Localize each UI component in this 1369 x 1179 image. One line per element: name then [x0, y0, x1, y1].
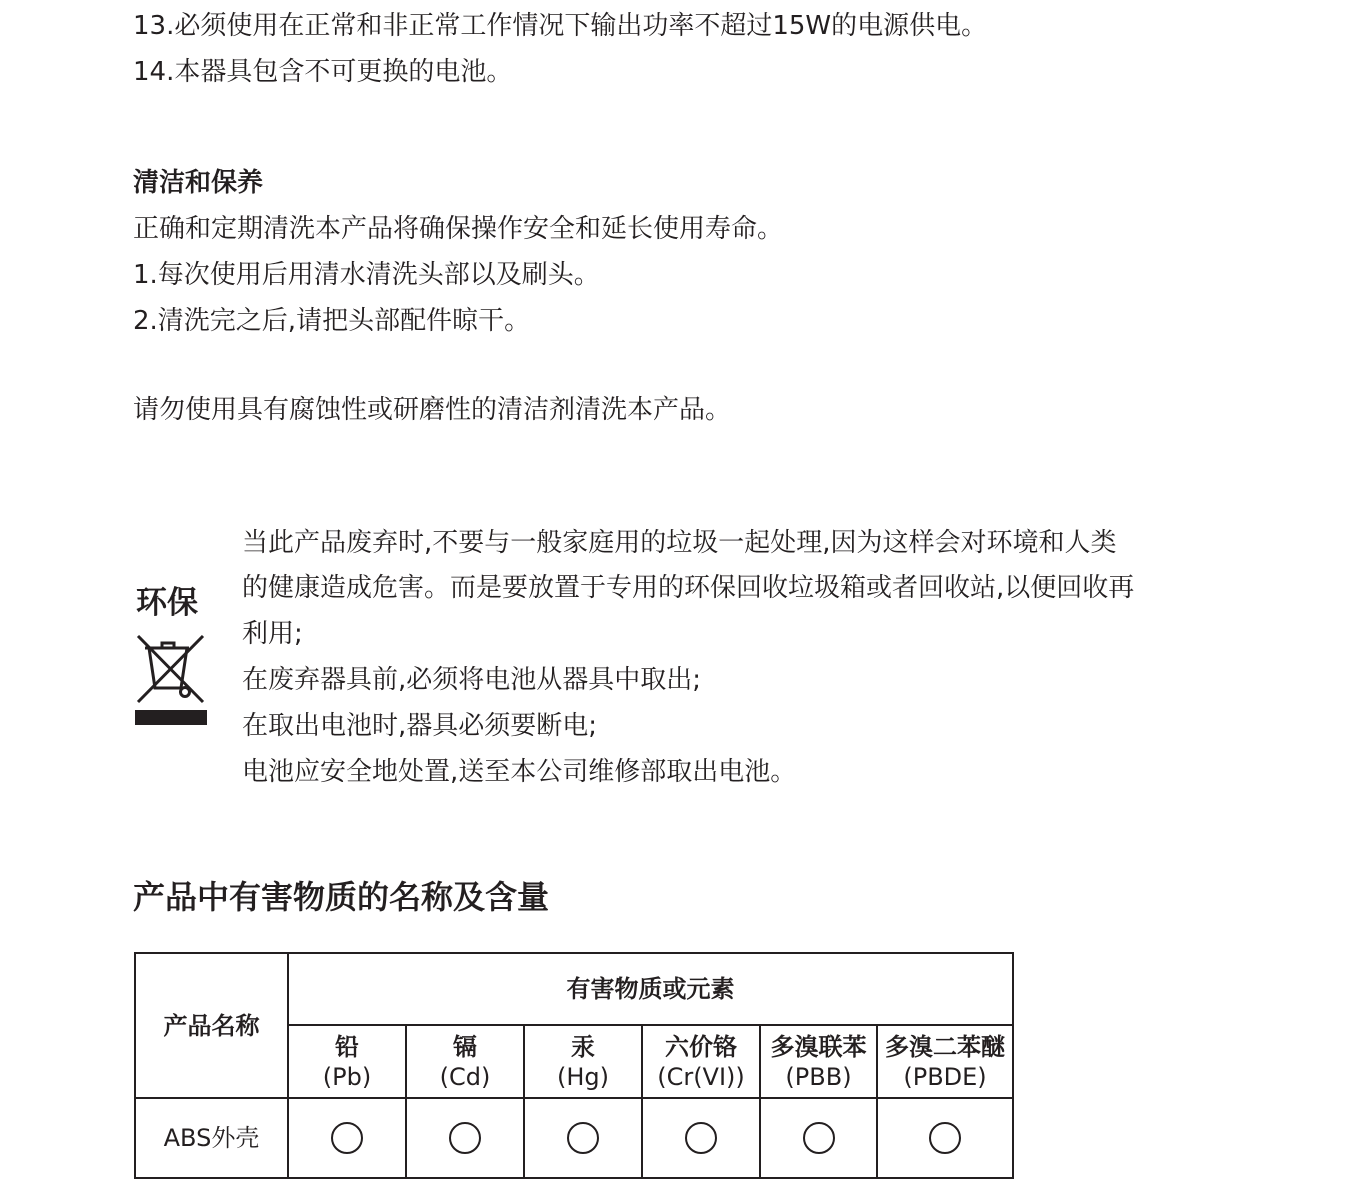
- eco-text-3: 利用;: [242, 619, 303, 649]
- list-item-13: 13.必须使用在正常和非正常工作情况下输出功率不超过15W的电源供电。: [133, 11, 988, 41]
- mark-cell: [524, 1098, 642, 1178]
- crossed-out-wheelie-bin-icon: [135, 632, 207, 727]
- eco-text-5: 在取出电池时,器具必须要断电;: [242, 711, 598, 741]
- substance-header: 六价铬 (Cr(VI)): [642, 1025, 760, 1098]
- mark-cell: [406, 1098, 524, 1178]
- care-heading: 清洁和保养: [133, 168, 264, 198]
- mark-cell: [877, 1098, 1013, 1178]
- care-step-1: 1.每次使用后用清水清洗头部以及刷头。: [133, 260, 600, 290]
- circle-mark: [929, 1122, 961, 1154]
- eco-label: 环保: [136, 585, 198, 621]
- product-cell: ABS外壳: [135, 1098, 288, 1178]
- eco-text-1: 当此产品废弃时,不要与一般家庭用的垃圾一起处理,因为这样会对环境和人类: [242, 528, 1117, 558]
- mark-cell: [288, 1098, 406, 1178]
- circle-mark: [685, 1122, 717, 1154]
- substance-header: 镉 (Cd): [406, 1025, 524, 1098]
- eco-text-2: 的健康造成危害。而是要放置于专用的环保回收垃圾箱或者回收站,以便回收再: [242, 573, 1135, 603]
- circle-mark: [331, 1122, 363, 1154]
- col-product-name: 产品名称: [135, 953, 288, 1098]
- substance-header: 多溴二苯醚 (PBDE): [877, 1025, 1013, 1098]
- circle-mark: [803, 1122, 835, 1154]
- substance-header: 铅 (Pb): [288, 1025, 406, 1098]
- table-row: [135, 1098, 1013, 1178]
- mark-cell: [760, 1098, 877, 1178]
- hazard-table: [134, 952, 1014, 1179]
- substance-header: 多溴联苯 (PBB): [760, 1025, 877, 1098]
- circle-mark: [449, 1122, 481, 1154]
- list-item-14: 14.本器具包含不可更换的电池。: [133, 57, 513, 87]
- circle-mark: [567, 1122, 599, 1154]
- hazard-title: 产品中有害物质的名称及含量: [133, 878, 550, 916]
- care-warning: 请勿使用具有腐蚀性或研磨性的清洁剂清洗本产品。: [133, 395, 732, 425]
- care-step-2: 2.清洗完之后,请把头部配件晾干。: [133, 306, 531, 336]
- eco-text-4: 在废弃器具前,必须将电池从器具中取出;: [242, 665, 702, 695]
- substance-header: 汞 (Hg): [524, 1025, 642, 1098]
- care-intro: 正确和定期清洗本产品将确保操作安全和延长使用寿命。: [133, 214, 784, 244]
- group-header: 有害物质或元素: [288, 953, 1013, 1025]
- mark-cell: [642, 1098, 760, 1178]
- eco-text-6: 电池应安全地处置,送至本公司维修部取出电池。: [242, 757, 797, 787]
